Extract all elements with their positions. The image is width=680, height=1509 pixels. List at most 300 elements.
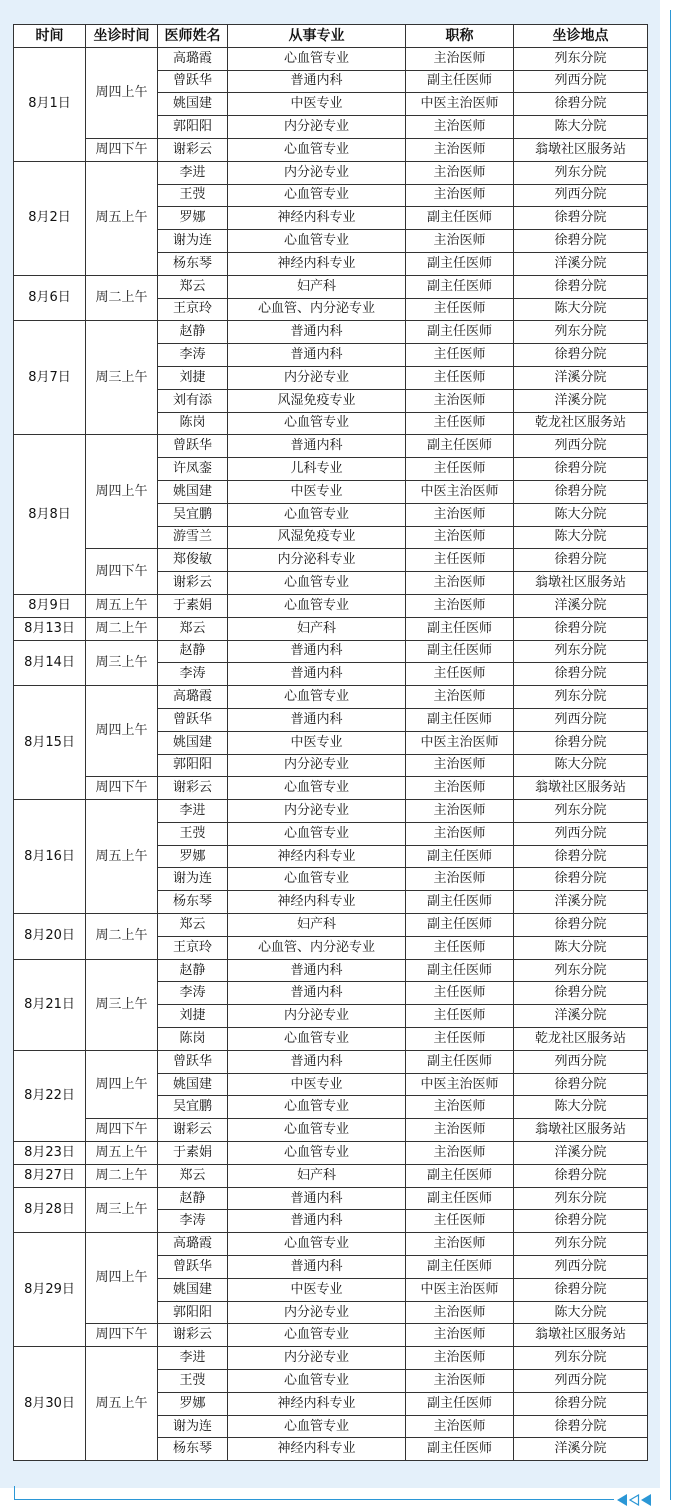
doctor-name-cell: 杨东琴 <box>158 1438 228 1461</box>
prev-arrow-outline-icon[interactable] <box>629 1494 640 1506</box>
date-cell: 8月9日 <box>14 594 86 617</box>
doctor-name-cell: 王京玲 <box>158 936 228 959</box>
session-time-cell: 周四下午 <box>86 549 158 595</box>
doctor-name-cell: 郭阳阳 <box>158 1301 228 1324</box>
location-cell: 列东分院 <box>514 800 648 823</box>
specialty-cell: 心血管专业 <box>228 572 406 595</box>
title-cell: 主治医师 <box>406 822 514 845</box>
specialty-cell: 普通内科 <box>228 663 406 686</box>
specialty-cell: 心血管专业 <box>228 1324 406 1347</box>
title-cell: 主治医师 <box>406 526 514 549</box>
title-cell: 副主任医师 <box>406 275 514 298</box>
doctor-name-cell: 谢为连 <box>158 1415 228 1438</box>
specialty-cell: 心血管专业 <box>228 822 406 845</box>
specialty-cell: 心血管专业 <box>228 47 406 70</box>
doctor-name-cell: 王弢 <box>158 822 228 845</box>
location-cell: 列西分院 <box>514 822 648 845</box>
location-cell: 翁墩社区服务站 <box>514 777 648 800</box>
doctor-name-cell: 赵静 <box>158 640 228 663</box>
location-cell: 翁墩社区服务站 <box>514 138 648 161</box>
doctor-name-cell: 郑云 <box>158 1164 228 1187</box>
table-row <box>14 686 648 709</box>
date-cell: 8月16日 <box>14 800 86 914</box>
location-cell: 徐碧分院 <box>514 1164 648 1187</box>
date-cell: 8月6日 <box>14 275 86 321</box>
title-cell: 中医主治医师 <box>406 1278 514 1301</box>
title-cell: 副主任医师 <box>406 70 514 93</box>
specialty-cell: 心血管专业 <box>228 184 406 207</box>
table-row <box>14 1347 648 1370</box>
session-time-cell: 周五上午 <box>86 594 158 617</box>
location-cell: 徐碧分院 <box>514 93 648 116</box>
location-cell: 徐碧分院 <box>514 914 648 937</box>
location-cell: 列西分院 <box>514 1050 648 1073</box>
specialty-cell: 心血管专业 <box>228 1028 406 1051</box>
title-cell: 主治医师 <box>406 184 514 207</box>
title-cell: 副主任医师 <box>406 1438 514 1461</box>
specialty-cell: 心血管专业 <box>228 686 406 709</box>
doctor-name-cell: 谢为连 <box>158 230 228 253</box>
title-cell: 副主任医师 <box>406 959 514 982</box>
schedule-table-container <box>13 24 647 1461</box>
title-cell: 副主任医师 <box>406 1392 514 1415</box>
specialty-cell: 神经内科专业 <box>228 1392 406 1415</box>
specialty-cell: 妇产科 <box>228 1164 406 1187</box>
location-cell: 翁墩社区服务站 <box>514 1324 648 1347</box>
title-cell: 主治医师 <box>406 1370 514 1393</box>
specialty-cell: 神经内科专业 <box>228 252 406 275</box>
specialty-cell: 心血管、内分泌专业 <box>228 298 406 321</box>
date-cell: 8月27日 <box>14 1164 86 1187</box>
doctor-name-cell: 姚国建 <box>158 480 228 503</box>
title-cell: 主任医师 <box>406 344 514 367</box>
doctor-name-cell: 陈岗 <box>158 412 228 435</box>
location-cell: 乾龙社区服务站 <box>514 1028 648 1051</box>
location-cell: 徐碧分院 <box>514 1278 648 1301</box>
title-cell: 主治医师 <box>406 868 514 891</box>
title-cell: 主治医师 <box>406 686 514 709</box>
doctor-name-cell: 谢彩云 <box>158 1119 228 1142</box>
location-cell: 徐碧分院 <box>514 617 648 640</box>
specialty-cell: 妇产科 <box>228 617 406 640</box>
session-time-cell: 周五上午 <box>86 161 158 275</box>
title-cell: 主任医师 <box>406 936 514 959</box>
header-location: 坐诊地点 <box>514 25 648 48</box>
title-cell: 主任医师 <box>406 1028 514 1051</box>
session-time-cell: 周四上午 <box>86 47 158 138</box>
doctor-name-cell: 于素娟 <box>158 1142 228 1165</box>
title-cell: 主治医师 <box>406 1324 514 1347</box>
date-cell: 8月21日 <box>14 959 86 1050</box>
title-cell: 主治医师 <box>406 800 514 823</box>
location-cell: 乾龙社区服务站 <box>514 412 648 435</box>
specialty-cell: 普通内科 <box>228 982 406 1005</box>
table-row <box>14 1164 648 1187</box>
date-cell: 8月22日 <box>14 1050 86 1141</box>
title-cell: 主任医师 <box>406 1005 514 1028</box>
title-cell: 中医主治医师 <box>406 731 514 754</box>
location-cell: 陈大分院 <box>514 754 648 777</box>
bottom-border-line <box>14 1499 614 1500</box>
doctor-name-cell: 姚国建 <box>158 93 228 116</box>
doctor-name-cell: 许凤銮 <box>158 458 228 481</box>
session-time-cell: 周五上午 <box>86 1142 158 1165</box>
title-cell: 主治医师 <box>406 503 514 526</box>
specialty-cell: 儿科专业 <box>228 458 406 481</box>
specialty-cell: 普通内科 <box>228 344 406 367</box>
title-cell: 主治医师 <box>406 1119 514 1142</box>
specialty-cell: 心血管、内分泌专业 <box>228 936 406 959</box>
session-time-cell: 周四上午 <box>86 1233 158 1324</box>
specialty-cell: 内分泌专业 <box>228 1005 406 1028</box>
location-cell: 徐碧分院 <box>514 1392 648 1415</box>
doctor-name-cell: 李涛 <box>158 982 228 1005</box>
location-cell: 洋溪分院 <box>514 1142 648 1165</box>
title-cell: 副主任医师 <box>406 617 514 640</box>
location-cell: 徐碧分院 <box>514 230 648 253</box>
schedule-table <box>13 24 648 1461</box>
table-row <box>14 435 648 458</box>
location-cell: 洋溪分院 <box>514 252 648 275</box>
specialty-cell: 妇产科 <box>228 914 406 937</box>
date-cell: 8月15日 <box>14 686 86 800</box>
specialty-cell: 普通内科 <box>228 640 406 663</box>
date-cell: 8月2日 <box>14 161 86 275</box>
session-time-cell: 周五上午 <box>86 1347 158 1461</box>
location-cell: 徐碧分院 <box>514 480 648 503</box>
title-cell: 主任医师 <box>406 412 514 435</box>
doctor-name-cell: 刘捷 <box>158 366 228 389</box>
schedule-body <box>14 47 648 1460</box>
session-time-cell: 周四下午 <box>86 138 158 161</box>
title-cell: 副主任医师 <box>406 321 514 344</box>
doctor-name-cell: 郑云 <box>158 914 228 937</box>
doctor-name-cell: 李涛 <box>158 663 228 686</box>
table-row <box>14 1233 648 1256</box>
specialty-cell: 心血管专业 <box>228 1370 406 1393</box>
location-cell: 徐碧分院 <box>514 1073 648 1096</box>
table-row <box>14 161 648 184</box>
title-cell: 主治医师 <box>406 572 514 595</box>
date-cell: 8月29日 <box>14 1233 86 1347</box>
session-time-cell: 周四下午 <box>86 777 158 800</box>
doctor-name-cell: 杨东琴 <box>158 252 228 275</box>
title-cell: 主任医师 <box>406 982 514 1005</box>
specialty-cell: 神经内科专业 <box>228 845 406 868</box>
page-nav[interactable] <box>617 1493 652 1507</box>
specialty-cell: 内分泌专业 <box>228 116 406 139</box>
doctor-name-cell: 郭阳阳 <box>158 754 228 777</box>
doctor-name-cell: 游雪兰 <box>158 526 228 549</box>
title-cell: 副主任医师 <box>406 1164 514 1187</box>
session-time-cell: 周二上午 <box>86 275 158 321</box>
title-cell: 主治医师 <box>406 1096 514 1119</box>
location-cell: 陈大分院 <box>514 1301 648 1324</box>
doctor-name-cell: 姚国建 <box>158 1073 228 1096</box>
location-cell: 列东分院 <box>514 161 648 184</box>
table-row <box>14 800 648 823</box>
title-cell: 副主任医师 <box>406 1256 514 1279</box>
doctor-name-cell: 于素娟 <box>158 594 228 617</box>
session-time-cell: 周五上午 <box>86 800 158 914</box>
specialty-cell: 心血管专业 <box>228 1119 406 1142</box>
location-cell: 徐碧分院 <box>514 275 648 298</box>
header-title: 职称 <box>406 25 514 48</box>
location-cell: 列东分院 <box>514 1233 648 1256</box>
specialty-cell: 心血管专业 <box>228 1142 406 1165</box>
title-cell: 主治医师 <box>406 47 514 70</box>
doctor-name-cell: 杨东琴 <box>158 891 228 914</box>
specialty-cell: 心血管专业 <box>228 412 406 435</box>
specialty-cell: 心血管专业 <box>228 1233 406 1256</box>
table-row <box>14 914 648 937</box>
specialty-cell: 中医专业 <box>228 93 406 116</box>
location-cell: 徐碧分院 <box>514 731 648 754</box>
table-row <box>14 321 648 344</box>
first-arrow-icon[interactable] <box>641 1494 652 1506</box>
doctor-name-cell: 曾跃华 <box>158 70 228 93</box>
session-time-cell: 周三上午 <box>86 1187 158 1233</box>
doctor-name-cell: 刘捷 <box>158 1005 228 1028</box>
header-session-time: 坐诊时间 <box>86 25 158 48</box>
specialty-cell: 神经内科专业 <box>228 207 406 230</box>
doctor-name-cell: 刘有添 <box>158 389 228 412</box>
specialty-cell: 心血管专业 <box>228 230 406 253</box>
doctor-name-cell: 郑云 <box>158 617 228 640</box>
doctor-name-cell: 曾跃华 <box>158 708 228 731</box>
doctor-name-cell: 李涛 <box>158 1210 228 1233</box>
specialty-cell: 中医专业 <box>228 1278 406 1301</box>
doctor-name-cell: 罗娜 <box>158 1392 228 1415</box>
table-row <box>14 594 648 617</box>
specialty-cell: 普通内科 <box>228 1050 406 1073</box>
left-corner-tick <box>14 1486 15 1500</box>
table-row <box>14 1119 648 1142</box>
right-border-line <box>670 10 671 1500</box>
doctor-name-cell: 赵静 <box>158 959 228 982</box>
doctor-name-cell: 罗娜 <box>158 207 228 230</box>
date-cell: 8月1日 <box>14 47 86 161</box>
table-row <box>14 1324 648 1347</box>
session-time-cell: 周二上午 <box>86 1164 158 1187</box>
specialty-cell: 心血管专业 <box>228 594 406 617</box>
specialty-cell: 风湿免疫专业 <box>228 389 406 412</box>
specialty-cell: 普通内科 <box>228 435 406 458</box>
location-cell: 列东分院 <box>514 959 648 982</box>
doctor-name-cell: 姚国建 <box>158 1278 228 1301</box>
table-row <box>14 1142 648 1165</box>
location-cell: 徐碧分院 <box>514 1415 648 1438</box>
table-row <box>14 275 648 298</box>
specialty-cell: 心血管专业 <box>228 503 406 526</box>
title-cell: 副主任医师 <box>406 1050 514 1073</box>
title-cell: 主任医师 <box>406 458 514 481</box>
doctor-name-cell: 吴宜鹏 <box>158 503 228 526</box>
specialty-cell: 普通内科 <box>228 70 406 93</box>
location-cell: 列西分院 <box>514 70 648 93</box>
title-cell: 主治医师 <box>406 116 514 139</box>
specialty-cell: 内分泌专业 <box>228 800 406 823</box>
title-cell: 主任医师 <box>406 298 514 321</box>
table-row <box>14 549 648 572</box>
date-cell: 8月23日 <box>14 1142 86 1165</box>
location-cell: 徐碧分院 <box>514 207 648 230</box>
session-time-cell: 周四下午 <box>86 1119 158 1142</box>
doctor-name-cell: 郑云 <box>158 275 228 298</box>
date-cell: 8月30日 <box>14 1347 86 1461</box>
specialty-cell: 内分泌专业 <box>228 1347 406 1370</box>
location-cell: 翁墩社区服务站 <box>514 1119 648 1142</box>
specialty-cell: 内分泌专业 <box>228 1301 406 1324</box>
location-cell: 列西分院 <box>514 708 648 731</box>
doctor-name-cell: 谢彩云 <box>158 572 228 595</box>
doctor-name-cell: 谢彩云 <box>158 1324 228 1347</box>
location-cell: 陈大分院 <box>514 526 648 549</box>
title-cell: 主治医师 <box>406 594 514 617</box>
title-cell: 副主任医师 <box>406 891 514 914</box>
doctor-name-cell: 高璐霞 <box>158 1233 228 1256</box>
title-cell: 主治医师 <box>406 161 514 184</box>
title-cell: 主治医师 <box>406 1301 514 1324</box>
specialty-cell: 神经内科专业 <box>228 1438 406 1461</box>
doctor-name-cell: 曾跃华 <box>158 1050 228 1073</box>
date-cell: 8月20日 <box>14 914 86 960</box>
doctor-name-cell: 谢彩云 <box>158 777 228 800</box>
location-cell: 列东分院 <box>514 47 648 70</box>
specialty-cell: 心血管专业 <box>228 1096 406 1119</box>
specialty-cell: 妇产科 <box>228 275 406 298</box>
specialty-cell: 神经内科专业 <box>228 891 406 914</box>
specialty-cell: 心血管专业 <box>228 1415 406 1438</box>
location-cell: 列东分院 <box>514 640 648 663</box>
session-time-cell: 周三上午 <box>86 959 158 1050</box>
location-cell: 徐碧分院 <box>514 845 648 868</box>
location-cell: 列东分院 <box>514 321 648 344</box>
specialty-cell: 中医专业 <box>228 1073 406 1096</box>
doctor-name-cell: 曾跃华 <box>158 1256 228 1279</box>
location-cell: 列东分院 <box>514 686 648 709</box>
header-specialty: 从事专业 <box>228 25 406 48</box>
location-cell: 列西分院 <box>514 435 648 458</box>
title-cell: 主治医师 <box>406 777 514 800</box>
location-cell: 徐碧分院 <box>514 549 648 572</box>
date-cell: 8月13日 <box>14 617 86 640</box>
doctor-name-cell: 王弢 <box>158 1370 228 1393</box>
location-cell: 洋溪分院 <box>514 366 648 389</box>
location-cell: 徐碧分院 <box>514 982 648 1005</box>
title-cell: 副主任医师 <box>406 640 514 663</box>
title-cell: 副主任医师 <box>406 914 514 937</box>
doctor-name-cell: 姚国建 <box>158 731 228 754</box>
doctor-name-cell: 王京玲 <box>158 298 228 321</box>
table-row <box>14 1050 648 1073</box>
doctor-name-cell: 高璐霞 <box>158 686 228 709</box>
session-time-cell: 周四上午 <box>86 1050 158 1118</box>
specialty-cell: 内分泌专业 <box>228 161 406 184</box>
header-doctor-name: 医师姓名 <box>158 25 228 48</box>
location-cell: 徐碧分院 <box>514 1210 648 1233</box>
location-cell: 洋溪分院 <box>514 1005 648 1028</box>
location-cell: 翁墩社区服务站 <box>514 572 648 595</box>
specialty-cell: 内分泌专业 <box>228 366 406 389</box>
prev-arrow-icon[interactable] <box>617 1494 628 1506</box>
specialty-cell: 风湿免疫专业 <box>228 526 406 549</box>
title-cell: 主治医师 <box>406 138 514 161</box>
location-cell: 洋溪分院 <box>514 389 648 412</box>
title-cell: 主治医师 <box>406 1415 514 1438</box>
title-cell: 中医主治医师 <box>406 480 514 503</box>
specialty-cell: 内分泌专业 <box>228 754 406 777</box>
session-time-cell: 周四上午 <box>86 435 158 549</box>
location-cell: 陈大分院 <box>514 503 648 526</box>
title-cell: 主任医师 <box>406 366 514 389</box>
specialty-cell: 普通内科 <box>228 1187 406 1210</box>
table-row <box>14 777 648 800</box>
doctor-name-cell: 李进 <box>158 800 228 823</box>
session-time-cell: 周三上午 <box>86 321 158 435</box>
table-row <box>14 959 648 982</box>
doctor-name-cell: 曾跃华 <box>158 435 228 458</box>
title-cell: 主治医师 <box>406 389 514 412</box>
doctor-name-cell: 赵静 <box>158 1187 228 1210</box>
specialty-cell: 心血管专业 <box>228 138 406 161</box>
location-cell: 列西分院 <box>514 1370 648 1393</box>
location-cell: 徐碧分院 <box>514 663 648 686</box>
location-cell: 洋溪分院 <box>514 1438 648 1461</box>
doctor-name-cell: 吴宜鹏 <box>158 1096 228 1119</box>
session-time-cell: 周二上午 <box>86 617 158 640</box>
location-cell: 陈大分院 <box>514 936 648 959</box>
table-row <box>14 1187 648 1210</box>
title-cell: 副主任医师 <box>406 435 514 458</box>
date-cell: 8月14日 <box>14 640 86 686</box>
title-cell: 主任医师 <box>406 663 514 686</box>
title-cell: 中医主治医师 <box>406 93 514 116</box>
table-row <box>14 640 648 663</box>
title-cell: 主治医师 <box>406 230 514 253</box>
specialty-cell: 普通内科 <box>228 959 406 982</box>
title-cell: 副主任医师 <box>406 845 514 868</box>
doctor-name-cell: 李进 <box>158 161 228 184</box>
location-cell: 列西分院 <box>514 1256 648 1279</box>
specialty-cell: 普通内科 <box>228 1210 406 1233</box>
table-row <box>14 138 648 161</box>
doctor-name-cell: 谢彩云 <box>158 138 228 161</box>
header-date: 时间 <box>14 25 86 48</box>
location-cell: 列西分院 <box>514 184 648 207</box>
session-time-cell: 周三上午 <box>86 640 158 686</box>
title-cell: 中医主治医师 <box>406 1073 514 1096</box>
specialty-cell: 普通内科 <box>228 1256 406 1279</box>
session-time-cell: 周四下午 <box>86 1324 158 1347</box>
doctor-name-cell: 谢为连 <box>158 868 228 891</box>
specialty-cell: 中医专业 <box>228 480 406 503</box>
specialty-cell: 中医专业 <box>228 731 406 754</box>
title-cell: 主治医师 <box>406 754 514 777</box>
title-cell: 主治医师 <box>406 1347 514 1370</box>
date-cell: 8月28日 <box>14 1187 86 1233</box>
location-cell: 徐碧分院 <box>514 868 648 891</box>
session-time-cell: 周四上午 <box>86 686 158 777</box>
doctor-name-cell: 郭阳阳 <box>158 116 228 139</box>
title-cell: 副主任医师 <box>406 207 514 230</box>
date-cell: 8月8日 <box>14 435 86 595</box>
location-cell: 徐碧分院 <box>514 458 648 481</box>
specialty-cell: 心血管专业 <box>228 777 406 800</box>
title-cell: 副主任医师 <box>406 252 514 275</box>
location-cell: 列东分院 <box>514 1187 648 1210</box>
doctor-name-cell: 赵静 <box>158 321 228 344</box>
